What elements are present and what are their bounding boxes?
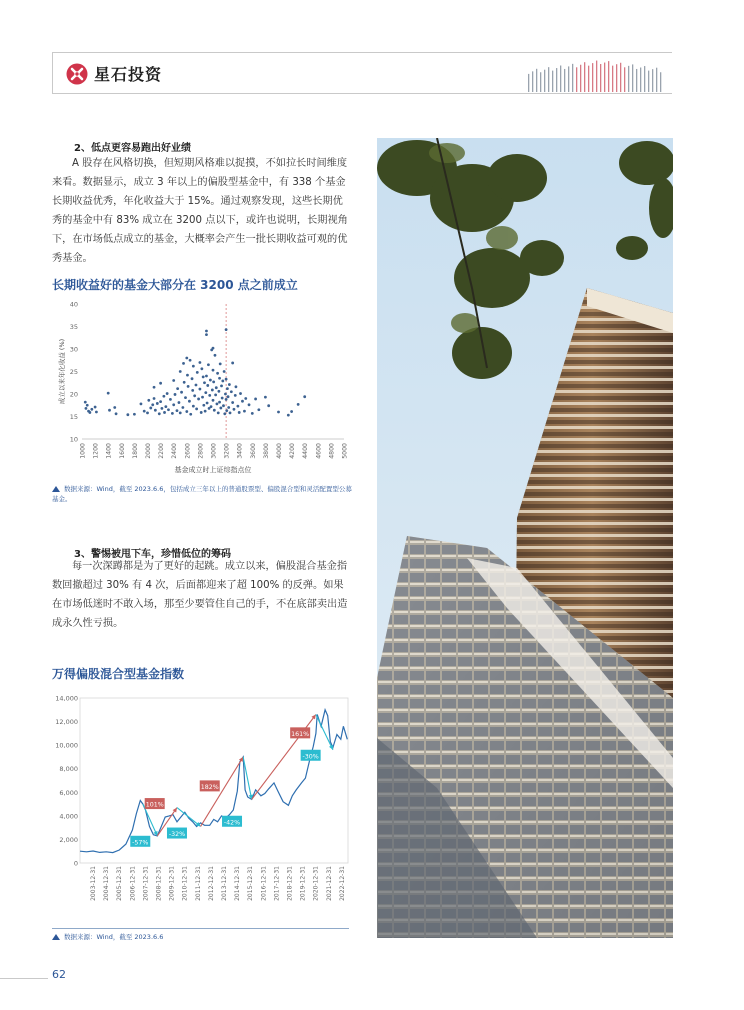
x-tick-label: 2015-12-31 [247, 866, 255, 901]
scatter-point [191, 377, 194, 380]
x-tick-label: 1000 [79, 443, 87, 459]
header-bar [640, 68, 641, 93]
scatter-point [176, 409, 179, 412]
scatter-point [230, 390, 233, 393]
scatter-point [197, 398, 200, 401]
x-axis-label: 基金成立时上证综指点位 [174, 466, 252, 474]
x-tick-label: 1800 [131, 443, 139, 459]
header-bar [584, 62, 585, 92]
scatter-point [227, 395, 230, 398]
x-tick-label: 2008-12-31 [155, 866, 163, 901]
header-left-rule [52, 52, 53, 94]
scatter-point [233, 408, 236, 411]
scatter-point [203, 381, 206, 384]
scatter-point [226, 387, 229, 390]
header-bar [556, 68, 557, 92]
scatter-point [166, 392, 169, 395]
x-tick-label: 3000 [210, 443, 218, 459]
y-tick-label: 25 [69, 368, 78, 376]
scatter-point [212, 380, 215, 383]
header-bar [568, 66, 569, 92]
scatter-point [90, 408, 93, 411]
x-tick-label: 3200 [223, 443, 231, 459]
scatter-point [172, 403, 175, 406]
line-chart-title: 万得偏股混合型基金指数 [52, 667, 185, 681]
y-tick-label: 6,000 [59, 788, 78, 797]
scatter-point [159, 400, 162, 403]
scatter-point [88, 411, 91, 414]
scatter-point [218, 377, 221, 380]
scatter-point [227, 406, 230, 409]
scatter-point [206, 384, 209, 387]
scatter-point [215, 386, 218, 389]
y-tick-label: 40 [69, 300, 78, 309]
scatter-point [113, 406, 116, 409]
scatter-point [206, 402, 209, 405]
x-tick-label: 2018-12-31 [286, 866, 294, 901]
x-tick-label: 1200 [92, 443, 100, 459]
scatter-point [277, 411, 280, 414]
header-bar [572, 64, 573, 92]
scatter-point [210, 405, 213, 408]
scatter-chart-title: 长期收益好的基金大部分在 3200 点之前成立 [52, 278, 298, 292]
scatter-point [84, 401, 87, 404]
x-tick-label: 2012-12-31 [207, 866, 215, 901]
scatter-point [217, 412, 220, 415]
scatter-point [204, 410, 207, 413]
section-2-heading: 2、低点更容易跑出好业绩 [74, 143, 191, 154]
scatter-point [257, 408, 260, 411]
x-tick-label: 1400 [105, 443, 113, 459]
header-bar [620, 63, 621, 92]
scatter-point [251, 412, 254, 415]
scatter-point [264, 396, 267, 399]
scatter-point [85, 407, 88, 410]
x-tick-label: 2021-12-31 [325, 866, 333, 901]
star-logo-icon [66, 63, 88, 85]
header-bar [624, 67, 625, 92]
scatter-point [178, 401, 181, 404]
x-tick-label: 5000 [341, 443, 349, 459]
brand-logo [66, 62, 162, 85]
triangle-marker-icon [52, 486, 60, 492]
scatter-point [183, 381, 186, 384]
scatter-point [290, 410, 293, 413]
scatter-point [159, 382, 162, 385]
scatter-point [205, 330, 208, 333]
scatter-point [195, 407, 198, 410]
scatter-point [115, 412, 118, 415]
x-tick-label: 2022-12-31 [338, 866, 346, 901]
header-bar [528, 74, 529, 92]
scatter-point [86, 404, 89, 407]
scatter-point [205, 375, 208, 378]
x-tick-label: 2017-12-31 [273, 866, 281, 901]
header-bar [536, 69, 537, 92]
scatter-point [180, 391, 183, 394]
x-tick-label: 2007-12-31 [142, 866, 150, 901]
scatter-point [164, 405, 167, 408]
header-bar [652, 69, 653, 92]
header-bar [560, 66, 561, 93]
x-tick-label: 2004-12-31 [103, 866, 111, 901]
x-tick-label: 3600 [249, 443, 257, 459]
line-chart [52, 690, 352, 922]
annotation-label: -57% [132, 839, 149, 847]
scatter-point [161, 407, 164, 410]
x-tick-label: 4400 [302, 443, 310, 459]
scatter-point [241, 400, 244, 403]
annotation-arrow [316, 715, 333, 750]
scatter-point [221, 397, 224, 400]
scatter-point [186, 374, 189, 377]
scatter-point [189, 413, 192, 416]
y-tick-label: 12,000 [55, 718, 78, 727]
scatter-chart [52, 296, 352, 476]
line-chart-source-note [52, 932, 352, 942]
scatter-point [201, 396, 204, 399]
scatter-point [196, 371, 199, 374]
annotation-label: -42% [223, 819, 241, 827]
y-tick-label: 30 [69, 345, 78, 354]
scatter-point [202, 404, 205, 407]
scatter-point [185, 410, 188, 413]
scatter-point [209, 379, 212, 382]
annotation-label: -30% [302, 753, 319, 761]
header-bar [612, 66, 613, 92]
header-bar [660, 72, 661, 92]
scatter-point [158, 412, 161, 415]
scatter-point [95, 411, 98, 414]
scatter-chart-source-note [52, 484, 352, 504]
scatter-point [238, 411, 241, 414]
x-tick-label: 4600 [315, 443, 323, 459]
scatter-point [107, 392, 110, 395]
scatter-point [149, 407, 152, 410]
scatter-point [236, 405, 239, 408]
scatter-point [167, 408, 170, 411]
scatter-point [162, 395, 165, 398]
scatter-point [179, 370, 182, 373]
scatter-point [207, 363, 210, 366]
section-2-paragraph: A 股存在风格切换，但短期风格难以捉摸，不如拉长时间维度来看。数据显示，成立 3 年以上的偏股型基金中，有 338 个基金长期收益优秀，年化收益大于 15%。通过观察发现，这些长期优秀的基金中有 83% 成立在 3200 点以下，或许也说明，长期视角下，在市场低点成立的基金，大概率会产生一批长期收益可观的优秀基金。 [52, 158, 348, 264]
scatter-point [248, 403, 251, 406]
x-tick-label: 4200 [289, 443, 297, 459]
header-decorative-bars [528, 56, 668, 92]
scatter-point [200, 367, 203, 370]
scatter-point [204, 391, 207, 394]
scatter-point [205, 333, 208, 336]
scatter-point [225, 398, 228, 401]
scatter-point [216, 403, 219, 406]
scatter-point [189, 359, 192, 362]
scatter-point [94, 406, 97, 409]
scatter-point [287, 414, 290, 417]
header-bar [632, 64, 633, 92]
y-tick-label: 8,000 [59, 765, 78, 774]
page-number-rule [0, 978, 48, 979]
scatter-point [146, 412, 149, 415]
scatter-point [218, 401, 221, 404]
header-bar [596, 61, 597, 92]
scatter-point [182, 362, 185, 365]
scatter-point [213, 409, 216, 412]
x-tick-label: 2019-12-31 [299, 866, 307, 901]
header-bar [548, 67, 549, 92]
scatter-point [133, 413, 136, 416]
annotation-label: 101% [145, 801, 164, 809]
scatter-point [191, 389, 194, 392]
scatter-point [169, 398, 172, 401]
scatter-point [214, 354, 217, 357]
scatter-point [225, 378, 228, 381]
x-tick-label: 2009-12-31 [168, 866, 176, 901]
header-bottom-rule [52, 93, 672, 94]
scatter-point [179, 412, 182, 415]
scatter-point [223, 412, 226, 415]
scatter-point [267, 404, 270, 407]
x-tick-label: 4800 [328, 443, 336, 459]
y-tick-label: 15 [69, 413, 78, 421]
header-bar [604, 63, 605, 92]
scatter-point [303, 395, 306, 398]
scatter-point [154, 409, 157, 412]
scatter-point [223, 370, 226, 373]
scatter-point [220, 385, 223, 388]
header-bar [580, 65, 581, 92]
section-3-paragraph: 每一次深蹲都是为了更好的起跳。成立以来，偏股混合基金指数回撤超过 30% 有 4 次，后面都迎来了超 100% 的反弹。如果在市场低迷时不敢入场，那至少要管住自己的手，不在底部卖出造成永久性亏损。 [52, 561, 348, 629]
header-bar [648, 71, 649, 92]
scatter-point [199, 361, 202, 364]
line-chart-divider [52, 928, 349, 929]
header-bar [608, 61, 609, 92]
x-tick-label: 2006-12-31 [129, 866, 137, 901]
y-tick-label: 35 [69, 323, 78, 331]
scatter-point [212, 399, 215, 402]
scatter-point [225, 328, 228, 331]
annotation-arrowhead [173, 808, 177, 813]
x-tick-label: 3800 [262, 443, 270, 459]
scatter-point [151, 403, 154, 406]
x-tick-label: 2800 [197, 443, 205, 459]
scatter-point [224, 393, 227, 396]
scatter-source-text: 数据来源：Wind，截至 2023.6.6，包括成立三年以上的普通股票型、偏股混合型和灵活配置型公募基金。 [52, 485, 352, 503]
scatter-point [254, 398, 257, 401]
x-tick-label: 2020-12-31 [312, 866, 320, 901]
x-tick-label: 2200 [158, 443, 166, 459]
scatter-point [228, 383, 231, 386]
scatter-point [222, 404, 225, 407]
scatter-point [185, 357, 188, 360]
scatter-point [192, 365, 195, 368]
x-tick-label: 2010-12-31 [181, 866, 189, 901]
scatter-point [297, 403, 300, 406]
header-bar [552, 71, 553, 92]
annotation-label: -32% [168, 831, 186, 839]
header-bar [636, 69, 637, 92]
scatter-point [221, 380, 224, 383]
x-tick-label: 2003-12-31 [89, 866, 97, 901]
header-bar [656, 68, 657, 92]
x-tick-label: 2016-12-31 [260, 866, 268, 901]
scatter-point [174, 393, 177, 396]
header-bar [628, 66, 629, 92]
y-tick-label: 2,000 [59, 835, 78, 844]
header-bar [588, 66, 589, 92]
header-bar [644, 66, 645, 92]
header-bar [600, 64, 601, 92]
header-bar [616, 64, 617, 92]
scatter-point [244, 397, 247, 400]
scatter-point [195, 384, 198, 387]
building-photo [377, 138, 673, 938]
scatter-point [193, 394, 196, 397]
x-tick-label: 4000 [276, 443, 283, 459]
header-top-rule [52, 52, 672, 53]
scatter-point [239, 392, 242, 395]
scatter-point [172, 379, 175, 382]
scatter-point [181, 406, 184, 409]
scatter-point [219, 362, 222, 365]
x-tick-label: 2005-12-31 [116, 866, 124, 901]
y-tick-label: 14,000 [55, 694, 78, 703]
y-tick-label: 0 [73, 859, 78, 868]
scatter-point [212, 347, 215, 350]
scatter-point [234, 394, 237, 397]
scatter-point [212, 369, 215, 372]
scatter-point [229, 412, 232, 415]
scatter-point [211, 389, 214, 392]
annotation-label: 161% [291, 730, 310, 738]
y-tick-label: 20 [69, 390, 78, 399]
header-bar [564, 69, 565, 92]
x-tick-label: 3400 [236, 443, 244, 459]
page-number: 62 [52, 968, 66, 981]
scatter-point [153, 386, 156, 389]
scatter-point [108, 409, 111, 412]
x-tick-label: 2600 [184, 443, 192, 459]
scatter-point [243, 410, 246, 413]
scatter-point [143, 410, 146, 413]
header-bar [544, 70, 545, 92]
x-tick-label: 2014-12-31 [234, 866, 242, 901]
header-bar [532, 71, 533, 92]
x-tick-label: 1600 [118, 443, 126, 459]
section-3-heading: 3、警惕被甩下车，珍惜低位的筹码 [74, 549, 231, 560]
triangle-marker-icon [52, 934, 60, 940]
annotation-label: 182% [200, 783, 219, 791]
x-tick-label: 2400 [171, 443, 179, 459]
scatter-point [156, 402, 159, 405]
header-bar [592, 63, 593, 92]
scatter-point [153, 397, 156, 400]
scatter-point [231, 401, 234, 404]
scatter-point [187, 385, 190, 388]
scatter-point [225, 409, 228, 412]
scatter-point [171, 412, 174, 415]
scatter-point [192, 405, 195, 408]
y-axis-label: 成立以来年化收益 (%) [58, 338, 66, 405]
scatter-point [140, 403, 143, 406]
scatter-point [188, 400, 191, 403]
header-bar [576, 67, 577, 92]
x-tick-label: 2011-12-31 [194, 866, 202, 901]
header-bar [540, 72, 541, 92]
scatter-point [163, 411, 166, 414]
scatter-point [200, 411, 203, 414]
scatter-point [214, 394, 217, 397]
x-tick-label: 2000 [145, 443, 152, 459]
brand-name: 星石投资 [94, 65, 163, 84]
scatter-point [235, 385, 238, 388]
scatter-point [216, 372, 219, 375]
y-tick-label: 10,000 [55, 741, 78, 750]
scatter-point [202, 376, 205, 379]
scatter-point [219, 407, 222, 410]
scatter-point [176, 387, 179, 390]
scatter-point [208, 394, 211, 397]
scatter-point [199, 388, 202, 391]
y-tick-label: 10 [69, 435, 78, 444]
scatter-point [184, 396, 187, 399]
y-tick-label: 4,000 [59, 812, 78, 821]
x-tick-label: 2013-12-31 [221, 866, 229, 901]
scatter-point [126, 413, 129, 416]
line-source-text: 数据来源：Wind，截至 2023.6.6 [64, 933, 164, 941]
scatter-point [231, 362, 234, 365]
scatter-point [217, 390, 220, 393]
scatter-point [147, 399, 150, 402]
